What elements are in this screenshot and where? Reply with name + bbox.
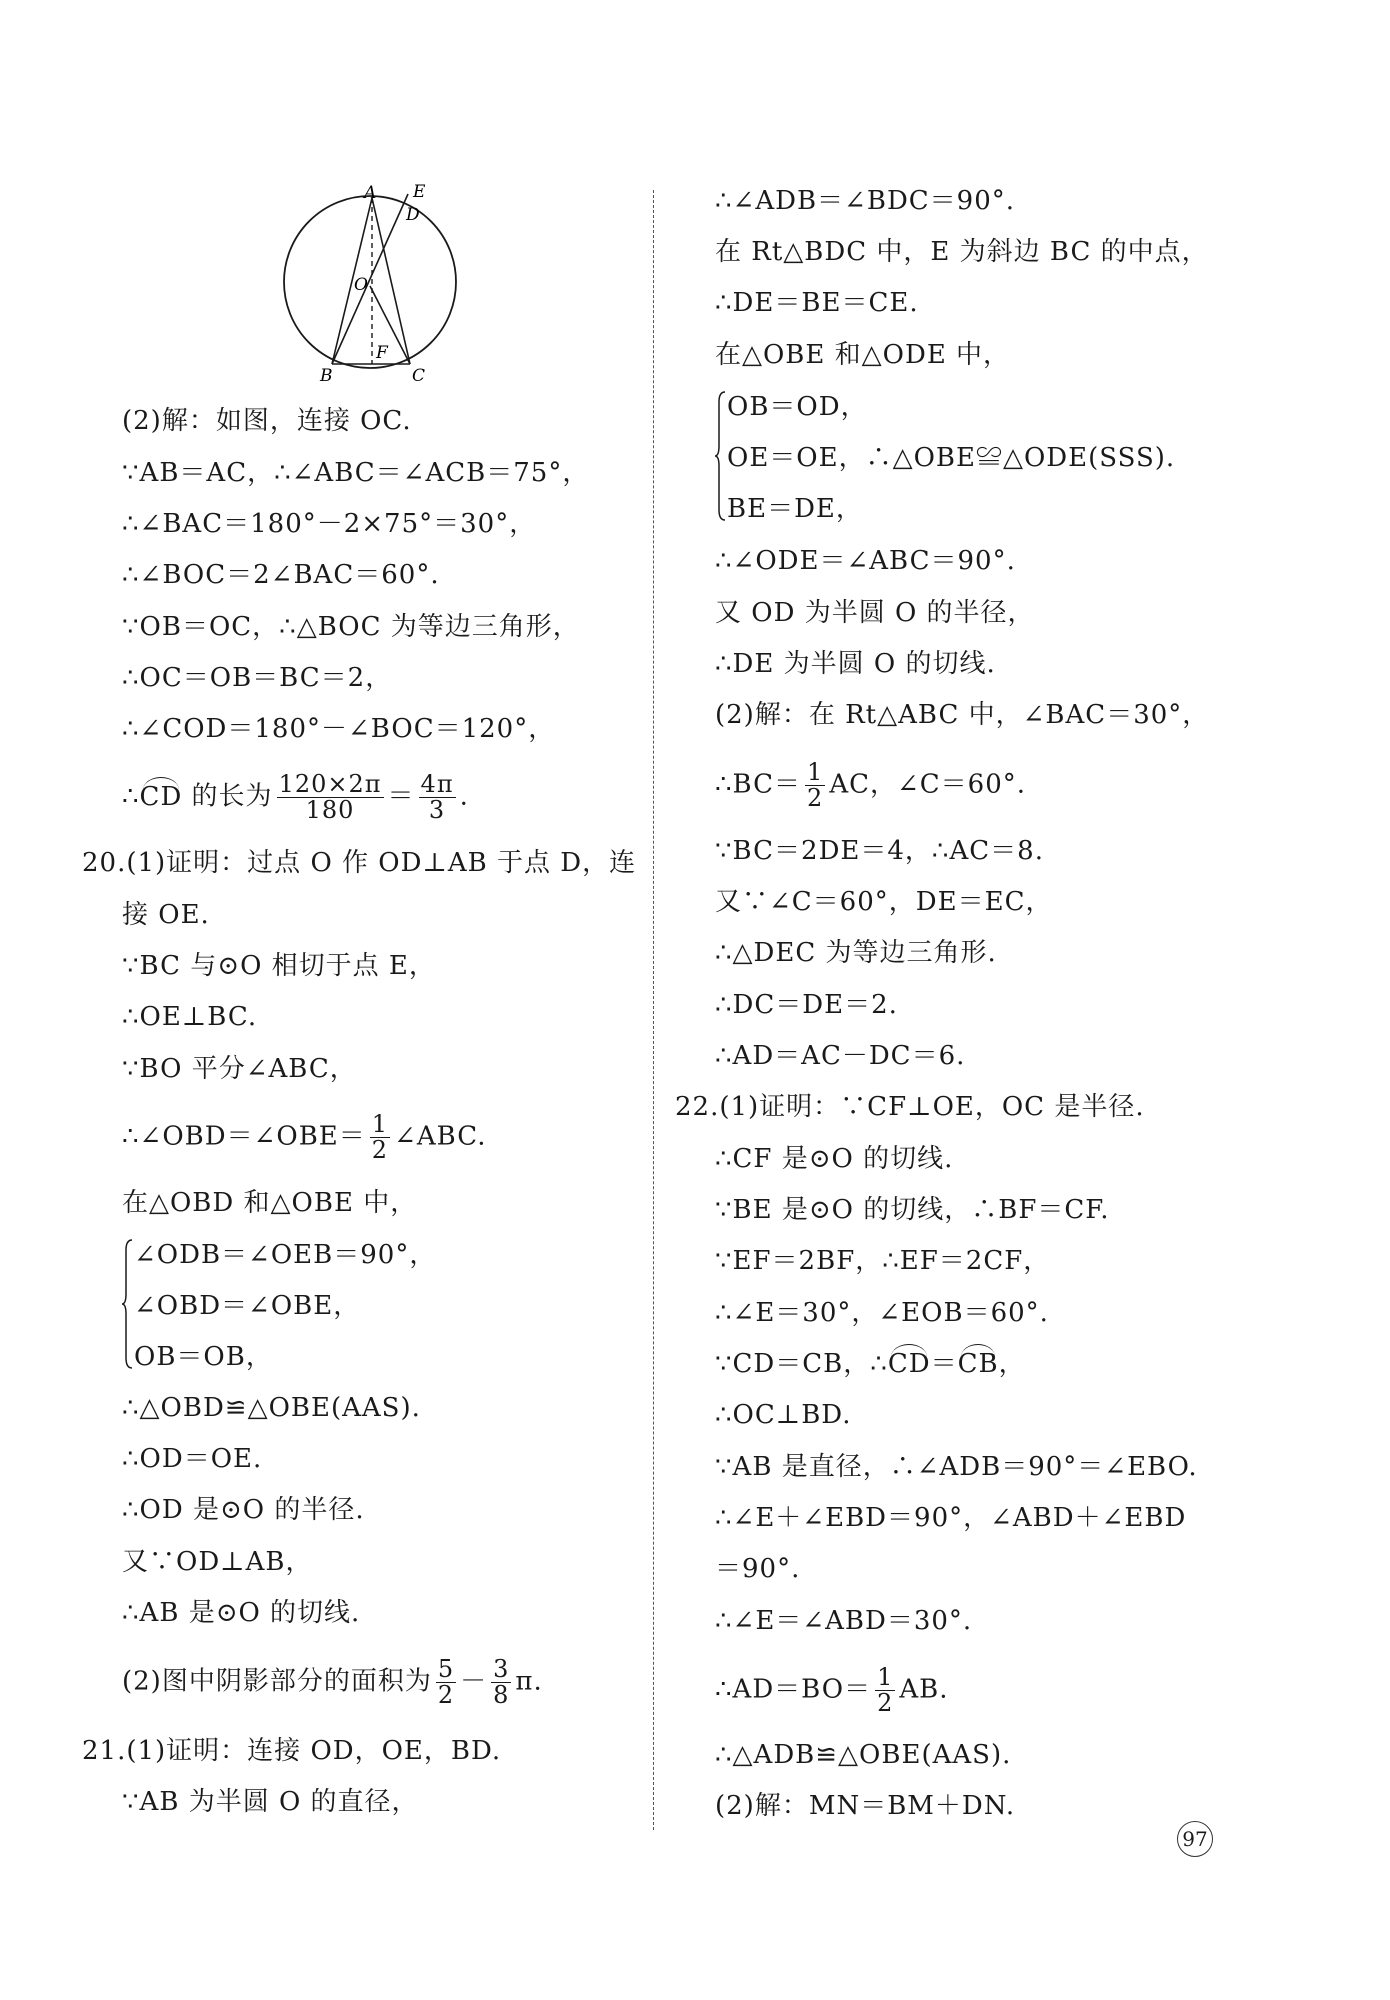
problem-22-line-7: ∴OC⊥BD. xyxy=(715,1400,852,1430)
solution-19-2-line-6: ∴OC＝OB＝BC＝2， xyxy=(122,663,393,693)
problem-21-line-9: ∴DE 为半圆 O 的切线. xyxy=(715,649,996,679)
solution-19-2-line-4: ∴∠BOC＝2∠BAC＝60°. xyxy=(122,560,440,590)
problem-20-line-8: ∴△OBD≌△OBE(AAS). xyxy=(122,1393,421,1423)
problem-20-heading: 20.(1)证明：过点 O 作 OD⊥AB 于点 D，连 xyxy=(82,848,637,878)
problem-20-line-12: ∴AB 是⊙O 的切线. xyxy=(122,1598,361,1628)
segment-ac xyxy=(372,198,410,364)
angle-bisector-line xyxy=(122,1112,486,1163)
problem-22-line-2: ∴CF 是⊙O 的切线. xyxy=(715,1144,954,1174)
angle-equality-text: ∴∠OBD＝∠OBE＝ xyxy=(122,1121,366,1152)
label-e: E xyxy=(413,184,426,202)
label-a: A xyxy=(364,184,377,203)
period: . xyxy=(459,781,469,812)
arc-cb: CB xyxy=(957,1349,999,1379)
minus-sign: － xyxy=(460,1666,488,1697)
fraction-denominator: 2 xyxy=(807,784,824,813)
problem-21-line-5: ∴DE＝BE＝CE. xyxy=(715,288,919,318)
shaded-area-text: (2)图中阴影部分的面积为 xyxy=(122,1666,432,1697)
problem-21-line-15: ∴AD＝AC－DC＝6. xyxy=(715,1041,966,1071)
problem-20-line-7: 在△OBD 和△OBE 中， xyxy=(122,1188,418,1218)
label-o: O xyxy=(354,275,368,295)
fraction-numerator: 1 xyxy=(877,1663,894,1691)
condition-3: BE＝DE， xyxy=(727,494,863,524)
problem-22-line-4: ∵EF＝2BF，∴EF＝2CF， xyxy=(715,1246,1051,1276)
fraction-numerator: 1 xyxy=(807,758,824,786)
bc-half-ac-line xyxy=(715,760,1026,811)
fraction-denominator: 8 xyxy=(493,1681,510,1710)
arc-length-line xyxy=(122,772,469,823)
problem-21-heading: 21.(1)证明：连接 OD，OE，BD. xyxy=(82,1736,502,1766)
arc-cd: CD xyxy=(887,1349,931,1379)
label-d: D xyxy=(406,205,420,225)
problem-20-line-5: ∵BO 平分∠ABC， xyxy=(122,1054,357,1084)
problem-21-line-12: 又∵∠C＝60°，DE＝EC， xyxy=(715,887,1053,917)
left-brace xyxy=(715,390,725,522)
one-half-fraction xyxy=(875,1665,895,1716)
problem-21-line-2: ∵AB 为半圆 O 的直径， xyxy=(122,1787,419,1817)
arc-equality-line xyxy=(715,1351,1026,1377)
arc-length-prefix: ∴ xyxy=(122,781,140,812)
problem-20-line-2: 接 OE. xyxy=(122,900,210,930)
problem-22-line-13: ∴△ADB≌△OBE(AAS). xyxy=(715,1740,1012,1770)
problem-21-line-3: ∴∠ADB＝∠BDC＝90°. xyxy=(715,186,1016,216)
one-half-fraction xyxy=(370,1112,390,1163)
label-b: B xyxy=(320,366,333,386)
problem-21-line-8: 又 OD 为半圆 O 的半径， xyxy=(715,598,1035,628)
equals-sign: ＝ xyxy=(930,1349,958,1379)
shaded-area-line xyxy=(122,1657,543,1708)
problem-21-line-7: ∴∠ODE＝∠ABC＝90°. xyxy=(715,546,1016,576)
cd-cb-text: ∵CD＝CB，∴ xyxy=(715,1349,888,1379)
ab-text: AB. xyxy=(899,1674,949,1705)
problem-22-line-3: ∵BE 是⊙O 的切线，∴BF＝CF. xyxy=(715,1195,1110,1225)
three-eighths-fraction xyxy=(491,1657,511,1708)
problem-21-line-11: ∵BC＝2DE＝4，∴AC＝8. xyxy=(715,836,1044,866)
arc-length-text: 的长为 xyxy=(182,781,273,812)
problem-20-line-10: ∴OD 是⊙O 的半径. xyxy=(122,1495,365,1525)
ac-angle-text: AC，∠C＝60°. xyxy=(829,769,1027,800)
fraction-denominator: 2 xyxy=(877,1689,894,1718)
problem-21-line-6: 在△OBE 和△ODE 中， xyxy=(715,340,1011,370)
solution-19-2-line-1: (2)解：如图，连接 OC. xyxy=(122,406,412,436)
angle-abc-text: ∠ABC. xyxy=(394,1121,487,1152)
left-brace xyxy=(122,1238,132,1370)
fraction-numerator: 3 xyxy=(493,1655,510,1683)
one-half-fraction xyxy=(805,760,825,811)
label-c: C xyxy=(412,366,426,386)
arc-cd: CD xyxy=(139,781,183,812)
problem-22-heading: 22.(1)证明：∵CF⊥OE，OC 是半径. xyxy=(675,1092,1145,1122)
circle-o xyxy=(284,196,456,368)
fraction-numerator: 1 xyxy=(371,1110,389,1138)
five-halves-fraction xyxy=(436,1657,456,1708)
problem-22-line-10: ＝90°. xyxy=(715,1554,801,1584)
condition-2: OE＝OE，∴△OBE≌△ODE(SSS). xyxy=(727,443,1176,473)
pi-suffix: π. xyxy=(515,1666,543,1697)
problem-20-line-11: 又∵OD⊥AB， xyxy=(122,1547,313,1577)
problem-21-line-13: ∴△DEC 为等边三角形. xyxy=(715,938,997,968)
problem-20-line-3: ∵BC 与⊙O 相切于点 E， xyxy=(122,951,436,981)
fraction-numerator: 5 xyxy=(437,1655,455,1683)
arc-length-result-fraction xyxy=(419,772,456,823)
fraction-denominator: 2 xyxy=(437,1681,455,1710)
solution-19-2-line-3: ∴∠BAC＝180°－2×75°＝30°， xyxy=(122,509,537,539)
fraction-numerator: 120×2π xyxy=(278,770,382,798)
problem-21-line-14: ∴DC＝DE＝2. xyxy=(715,990,898,1020)
label-f: F xyxy=(376,343,388,363)
bc-equals-text: ∴BC＝ xyxy=(715,769,802,800)
problem-20-line-9: ∴OD＝OE. xyxy=(122,1444,263,1474)
solution-19-2-line-7: ∴∠COD＝180°－∠BOC＝120°， xyxy=(122,714,556,744)
solution-19-2-line-2: ∵AB＝AC，∴∠ABC＝∠ACB＝75°， xyxy=(122,458,590,488)
fraction-denominator: 2 xyxy=(371,1136,389,1165)
problem-22-line-5: ∴∠E＝30°，∠EOB＝60°. xyxy=(715,1298,1049,1328)
problem-22-line-9: ∴∠E＋∠EBD＝90°，∠ABD＋∠EBD xyxy=(715,1503,1187,1533)
problem-22-part-2: (2)解：MN＝BM＋DN. xyxy=(715,1791,1016,1821)
solution-19-2-line-5: ∵OB＝OC，∴△BOC 为等边三角形， xyxy=(122,612,580,642)
problem-21-line-4: 在 Rt△BDC 中，E 为斜边 BC 的中点， xyxy=(715,237,1209,267)
problem-21-part-2: (2)解：在 Rt△ABC 中，∠BAC＝30°， xyxy=(715,700,1210,730)
condition-1: OB＝OD， xyxy=(727,392,868,422)
fraction-numerator: 4π xyxy=(420,770,454,798)
condition-3: OB＝OB， xyxy=(134,1342,273,1372)
page-number: 97 xyxy=(1177,1821,1213,1857)
condition-1: ∠ODB＝∠OEB＝90°， xyxy=(134,1240,437,1270)
problem-20-line-4: ∴OE⊥BC. xyxy=(122,1002,258,1032)
ad-bo-half-ab-line xyxy=(715,1665,949,1716)
comma: ， xyxy=(998,1349,1026,1379)
congruence-conditions-aas xyxy=(122,1236,452,1376)
problem-22-line-8: ∵AB 是直径，∴∠ADB＝90°＝∠EBO. xyxy=(715,1452,1198,1482)
problem-22-line-11: ∴∠E＝∠ABD＝30°. xyxy=(715,1606,973,1636)
equals-sign: ＝ xyxy=(387,781,415,812)
congruence-conditions-sss xyxy=(715,388,1235,528)
arc-length-fraction xyxy=(277,772,384,823)
fraction-denominator: 180 xyxy=(305,796,355,825)
fraction-denominator: 3 xyxy=(428,796,446,825)
condition-2: ∠OBD＝∠OBE， xyxy=(134,1291,361,1321)
column-divider xyxy=(653,190,654,1830)
ad-bo-text: ∴AD＝BO＝ xyxy=(715,1674,872,1705)
circle-geometry-figure xyxy=(270,184,470,394)
